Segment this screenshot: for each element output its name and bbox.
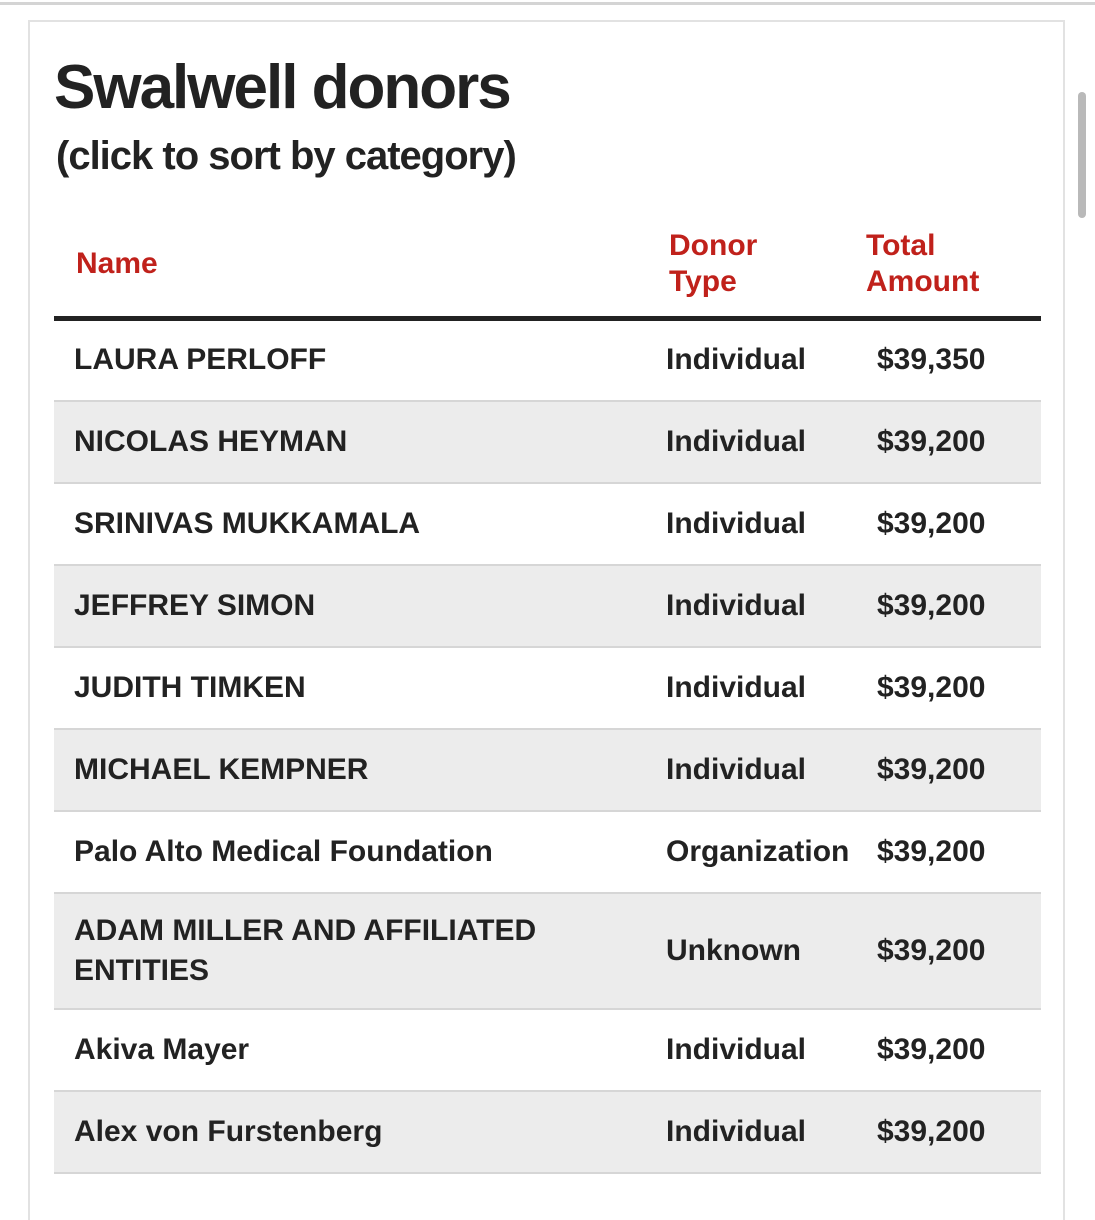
column-header-total-amount-line1: Total — [866, 229, 936, 262]
top-divider — [0, 2, 1095, 5]
donor-amount-cell: $39,200 — [849, 647, 1041, 729]
donor-name-cell: MICHAEL KEMPNER — [54, 729, 649, 811]
table-row — [54, 483, 1041, 565]
donor-type-cell: Individual — [649, 401, 849, 483]
donor-name-cell: LAURA PERLOFF — [54, 319, 649, 401]
donor-type-cell: Individual — [649, 565, 849, 647]
donor-name-cell: JUDITH TIMKEN — [54, 647, 649, 729]
column-header-donor-type-line1: Donor — [669, 229, 758, 262]
donor-amount-cell: $39,200 — [849, 483, 1041, 565]
donor-amount-cell: $39,200 — [849, 1009, 1041, 1091]
donor-amount-cell: $39,200 — [849, 811, 1041, 893]
vertical-scrollbar[interactable] — [1078, 92, 1086, 218]
donor-amount-cell: $39,200 — [849, 565, 1041, 647]
table-row — [54, 565, 1041, 647]
column-header-total-amount-line2: Amount — [866, 265, 980, 298]
donor-name-cell: Palo Alto Medical Foundation — [54, 811, 649, 893]
donor-amount-cell: $39,200 — [849, 729, 1041, 811]
page-subtitle: (click to sort by category) — [56, 134, 516, 178]
donor-type-cell: Individual — [649, 729, 849, 811]
column-header-name[interactable] — [54, 212, 649, 319]
donor-name-cell: JEFFREY SIMON — [54, 565, 649, 647]
donors-table — [54, 212, 1041, 1174]
donor-type-cell: Individual — [649, 483, 849, 565]
donor-name-cell: ADAM MILLER AND AFFILIATED ENTITIES — [54, 893, 649, 1009]
table-header-row — [54, 212, 1041, 319]
donor-type-cell: Unknown — [649, 893, 849, 1009]
page-title: Swalwell donors — [54, 53, 510, 122]
column-header-total-amount[interactable] — [849, 212, 1041, 319]
table-row — [54, 401, 1041, 483]
table-row — [54, 319, 1041, 401]
table-row — [54, 893, 1041, 1009]
column-header-donor-type[interactable] — [649, 212, 849, 319]
table-row — [54, 729, 1041, 811]
donor-type-cell: Individual — [649, 1009, 849, 1091]
donor-amount-cell: $39,200 — [849, 893, 1041, 1009]
table-row — [54, 811, 1041, 893]
table-row — [54, 1091, 1041, 1173]
donor-type-cell: Individual — [649, 319, 849, 401]
column-header-name-label: Name — [76, 247, 158, 280]
donor-type-cell: Individual — [649, 647, 849, 729]
donor-name-cell: SRINIVAS MUKKAMALA — [54, 483, 649, 565]
donor-type-cell: Individual — [649, 1091, 849, 1173]
donors-table-container — [54, 212, 1041, 1174]
table-row — [54, 647, 1041, 729]
donor-name-cell: Akiva Mayer — [54, 1009, 649, 1091]
donor-amount-cell: $39,350 — [849, 319, 1041, 401]
donor-name-cell: NICOLAS HEYMAN — [54, 401, 649, 483]
donor-name-cell: Alex von Furstenberg — [54, 1091, 649, 1173]
column-header-donor-type-line2: Type — [669, 265, 737, 298]
donor-amount-cell: $39,200 — [849, 1091, 1041, 1173]
donor-type-cell: Organization — [649, 811, 849, 893]
table-row — [54, 1009, 1041, 1091]
donor-amount-cell: $39,200 — [849, 401, 1041, 483]
